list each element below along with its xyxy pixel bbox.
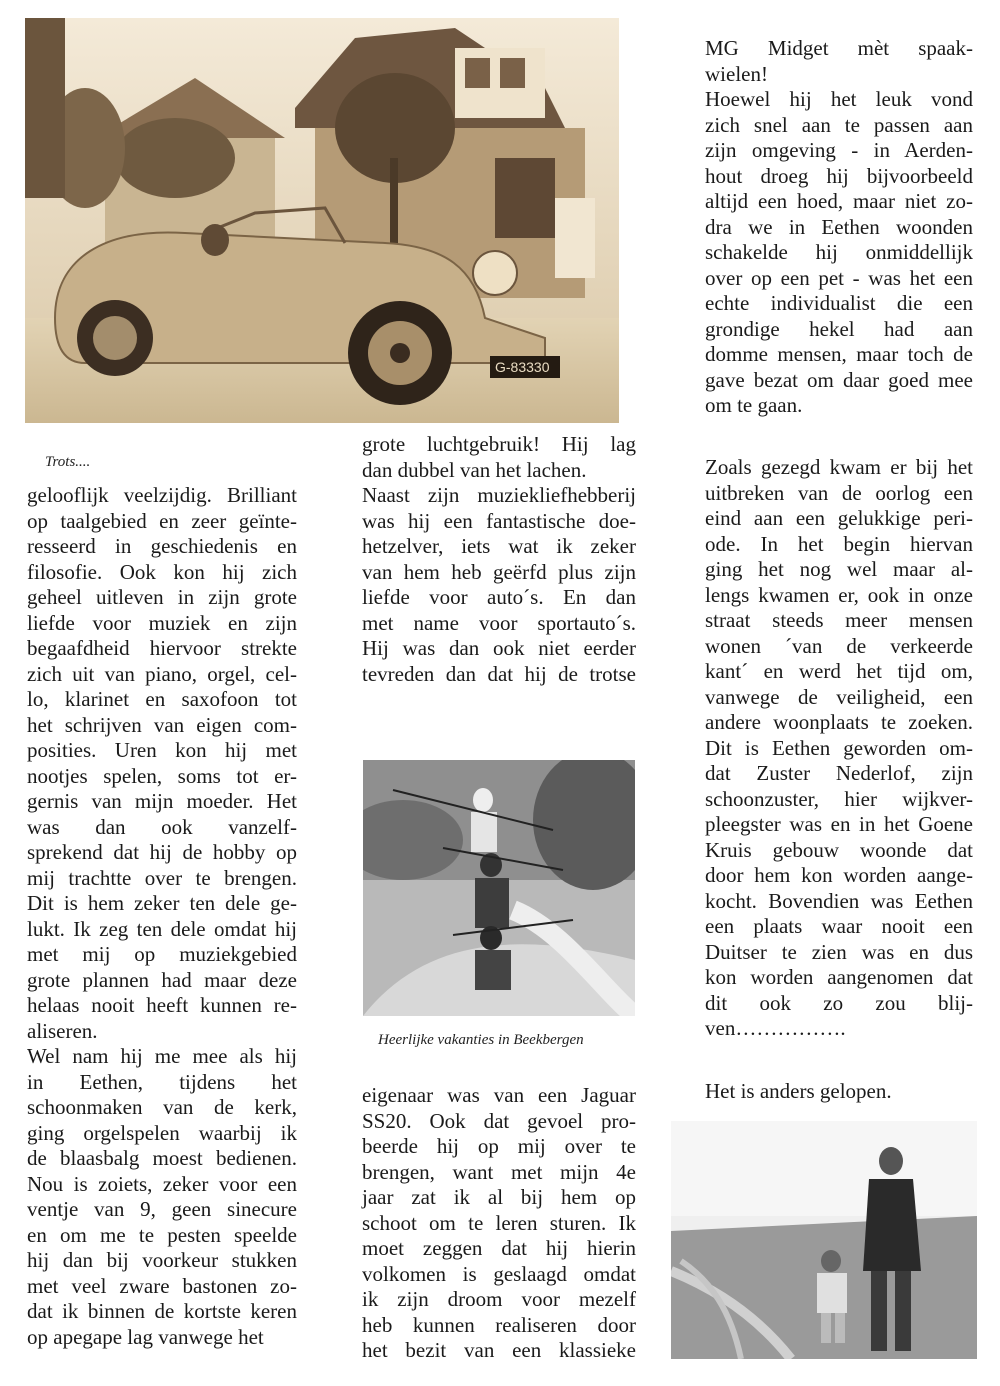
text-line: echte individualist die een [705, 291, 973, 315]
text-line: andere woonplaats te zoeken. [705, 710, 973, 734]
text-line: dan dubbel van het lachen. [362, 457, 587, 482]
text-line: gelooflijk veelzijdig. Brilliant [27, 483, 297, 507]
text-line: zijn omgeving - in Aerden- [705, 138, 973, 162]
text-line: altijd een hoed, maar niet zo- [705, 189, 973, 213]
text-line: moet zeggen dat hij hierin [362, 1236, 636, 1260]
text-line: schoonmaken van de kerk, [27, 1095, 297, 1119]
text-line: uitbreken van de oorlog een [705, 480, 973, 505]
text-line: beerde hij op mij over te [362, 1134, 636, 1158]
text-line: brengen, want met mijn 4e [362, 1159, 636, 1184]
column-2-top [362, 432, 636, 687]
column-1 [27, 483, 297, 1350]
text-line: op taalgebied en zeer geïnte- [27, 508, 297, 533]
text-line: zich uit van piano, orgel, cel- [27, 661, 297, 686]
text-line: nootjes spelen, soms tot er- [27, 763, 297, 788]
text-line: door hem kon worden aange- [705, 863, 973, 887]
text-line: en om me te pesten speelde [27, 1222, 297, 1247]
text-line: ventje van 9, geen sinecure [27, 1197, 297, 1221]
text-line: om te gaan. [705, 393, 803, 417]
text-line: de blaasbalg moest bedienen. [27, 1146, 297, 1170]
text-line: een plaats waar nooit een [705, 914, 973, 938]
text-line: helaas nooit heeft kunnen re- [27, 993, 297, 1017]
text-line: lo, klarinet en saxofoon tot [27, 687, 297, 711]
text-line: het schrijven van eigen com- [27, 712, 297, 737]
text-line: Hij was dan ook niet eerder [362, 636, 636, 660]
text-line: tevreden dan dat hij de trotse [362, 661, 636, 686]
text-line: wonen ´van de verkeerde [705, 633, 973, 658]
text-line: Zoals gezegd kwam er bij het [705, 455, 973, 479]
text-line: wielen! [705, 61, 768, 86]
archers-photo [363, 760, 635, 1016]
text-line: dra we in Eethen woonden [705, 214, 973, 239]
text-line: grote plannen had maar deze [27, 967, 297, 992]
text-line: kant´ en werd het tijd om, [705, 659, 973, 683]
text-line: filosofie. Ook kon hij zich [27, 559, 297, 584]
car-caption: Trots.... [45, 454, 91, 470]
text-line: pleegster was en in het Goene [705, 812, 973, 836]
text-line: Wel nam hij me mee als hij [27, 1044, 297, 1068]
text-line: van hem heb geërfd plus zijn [362, 559, 636, 584]
text-line: eigenaar was van een Jaguar [362, 1083, 636, 1107]
text-line: Nou is zoiets, zeker voor een [27, 1171, 297, 1196]
text-line: met name voor sportauto´s. [362, 610, 636, 635]
archers-photo-image [363, 760, 635, 1016]
text-line: het bezit van een klassieke [362, 1338, 636, 1362]
text-line: over op een pet - was het een [705, 265, 973, 290]
text-line: grote luchtgebruik! Hij lag [362, 432, 636, 456]
text-line: Duitser te zien was en dus [705, 939, 973, 964]
text-line: Kruis gebouw woonde dat [705, 837, 973, 862]
text-line: gernis van mijn moeder. Het [27, 789, 297, 813]
text-line: was dan ook vanzelf- [27, 814, 297, 839]
text-line: jaar zat ik al bij hem op [362, 1185, 636, 1209]
text-line: schoonzuster, hier wijkver- [705, 786, 973, 811]
text-line: liefde voor auto´s. En dan [362, 585, 636, 609]
text-line: hij dan bij voorkeur stukken [27, 1248, 297, 1272]
text-line: zich snel aan te passen aan [705, 112, 973, 137]
text-line: heb kunnen realiseren door [362, 1312, 636, 1337]
text-line: mij trachtte over te brengen. [27, 865, 297, 890]
text-line: geheel uitleven in zijn grote [27, 585, 297, 609]
text-line: ging orgelspelen waarbij ik [27, 1120, 297, 1145]
text-line: schakelde hij onmiddellijk [705, 240, 973, 264]
text-line: met mij op muziekgebied [27, 942, 297, 966]
text-line: Dit is hem zeker ten dele ge- [27, 891, 297, 915]
text-line: kocht. Bovendien was Eethen [705, 888, 973, 913]
text-line: Hoewel hij het leuk vond [705, 87, 973, 111]
text-line: dat Zuster Nederlof, zijn [705, 761, 973, 785]
text-line: op apegape lag vanwege het [27, 1324, 264, 1349]
text-line: domme mensen, maar toch de [705, 342, 973, 366]
text-line: ik zijn droom voor mezelf [362, 1287, 636, 1311]
text-line: straat steeds meer mensen [705, 608, 973, 632]
text-line: hout droeg hij bijvoorbeeld [705, 163, 973, 188]
text-line: was hij een fantastische doe- [362, 508, 636, 533]
text-line: eind aan een gelukkige peri- [705, 506, 973, 530]
car-photo [25, 18, 619, 423]
text-line: schoot om te leren sturen. Ik [362, 1210, 636, 1235]
text-line: ven……………. [705, 1016, 846, 1040]
column-3-middle [705, 455, 973, 1042]
text-line: SS20. Ook dat gevoel pro- [362, 1108, 636, 1133]
text-line: gave bezat om daar goed mee [705, 367, 973, 392]
column-3-top [705, 36, 973, 419]
text-line: kon worden aangenomen dat [705, 965, 973, 989]
text-line: liefde voor muziek en zijn [27, 610, 297, 635]
text-line: dat ik binnen de kortste keren [27, 1299, 297, 1323]
text-line: hetzelver, iets wat ik zeker [362, 534, 636, 558]
car-photo-image [25, 18, 619, 423]
archers-caption: Heerlijke vakanties in Beekbergen [378, 1032, 584, 1048]
text-line: Naast zijn muziekliefhebberij [362, 483, 636, 507]
text-line: ode. In het begin hiervan [705, 531, 973, 556]
field-photo-image [671, 1121, 977, 1359]
column-2-bottom [362, 1083, 636, 1364]
text-line: begaafdheid hiervoor strekte [27, 636, 297, 660]
text-line: dit ook zo zou blij- [705, 990, 973, 1015]
text-line: ging het nog wel maar al- [705, 557, 973, 581]
text-line: in Eethen, tijdens het [27, 1069, 297, 1094]
text-line: sprekend dat hij de hobby op [27, 840, 297, 864]
text-line: posities. Uren kon hij met [27, 738, 297, 762]
text-line: MG Midget mèt spaak- [705, 36, 973, 60]
text-line: met veel zware bastonen zo- [27, 1273, 297, 1298]
column-3-end: Het is anders gelopen. [705, 1079, 892, 1103]
field-photo [671, 1121, 977, 1359]
text-line: lukt. Ik zeg ten dele omdat hij [27, 916, 297, 941]
text-line: Dit is Eethen geworden om- [705, 735, 973, 760]
text-line: lengs kwamen er, ook in onze [705, 582, 973, 607]
license-plate: G-83330 [495, 359, 550, 375]
text-line: vanwege de veiligheid, een [705, 684, 973, 709]
text-line: volkomen is geslaagd omdat [362, 1261, 636, 1286]
text-line: aliseren. [27, 1018, 98, 1043]
text-line: grondige hekel had aan [705, 316, 973, 341]
text-line: resseerd in geschiedenis en [27, 534, 297, 558]
